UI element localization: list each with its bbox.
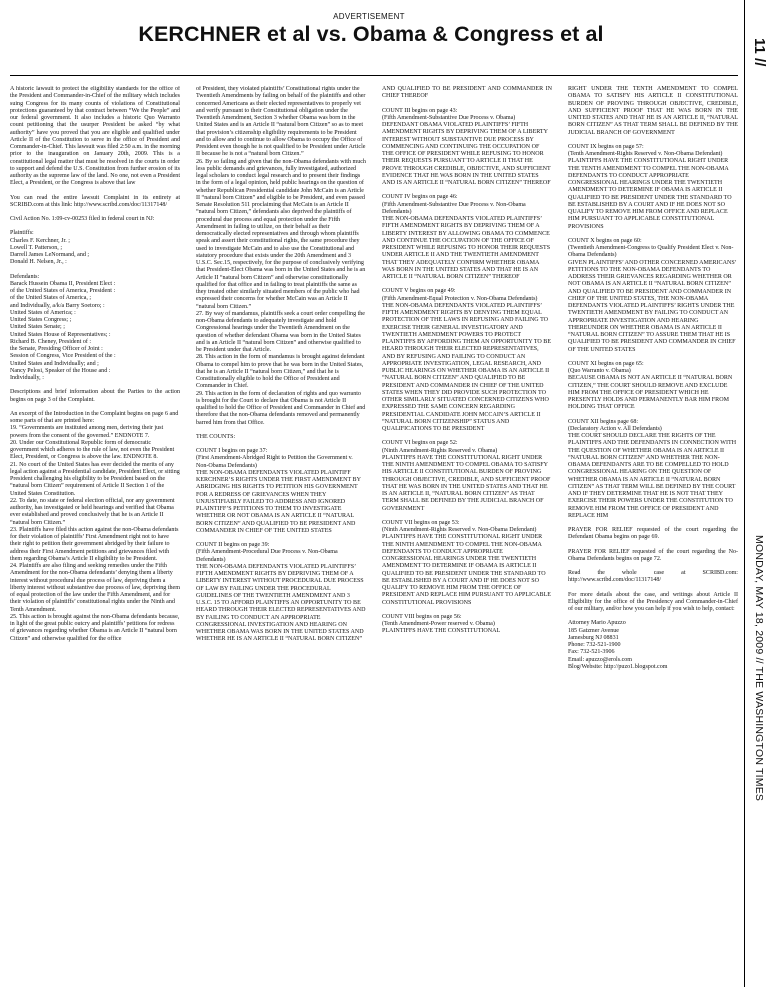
paragraph: COUNT XI begins on page 65: (Quo Warranto v. Obama) BECAUSE OBAMA IS NOT AN ARTICLE II “NATURAL BORN CITIZEN,” THE COURT SHOULD REMOVE AND EXCLUDE HIM FROM THE OFFICE OF PRESIDENT WHICH HE PRESENTLY HOLDS AND PERMANENTLY BAR HIM FROM HOLDING THAT OFFICE <box>568 360 733 411</box>
headline-rule <box>10 75 738 76</box>
dateline <box>751 535 767 975</box>
column-4 <box>568 86 738 984</box>
paragraph: COUNT VI begins on page 52: (Ninth Amendment-Rights Reserved v. Obama) PLAINTIFFS HAVE THE CONSTITUTIONAL RIGHT UNDER THE NINTH AMENDMENT TO COMPEL OBAMA TO SATISFY HIS ARTICLE II CONSTITUTIONAL BURDEN OF PROVING THROUGH OBJECTIVE, CREDIBLE, AND SUFFICIENT PROOF THAT HE WAS BORN IN THE UNITED STATES AND THAT HE IS AN ARTICLE II, “NATURAL BORN CITIZEN” AS THAT TERM SHALL BE DEFINED BY THE JUDICIAL BRANCH OF GOVERNMENT <box>382 440 551 512</box>
column-3 <box>382 86 552 984</box>
paragraph: PRAYER FOR RELIEF requested of the court regarding the Defendant Obama begins on page 69. <box>568 527 738 541</box>
dateline-text: MONDAY, MAY 18, 2009 // THE WASHINGTON TIMES <box>753 535 765 802</box>
side-rule <box>744 0 745 987</box>
paragraph: COUNT VII begins on page 53: (Ninth Amendment-Rights Reserved v. Non-Obama Defendant) PLAINTIFFS HAVE THE CONSTITUTIONAL RIGHT UNDER THE NINTH AMENDMENT TO COMPEL THE NON-OBAMA DEFENDANTS TO CONDUCT APPROPRIATE CONGRESSIONAL HEARINGS UNDER THE TWENTIETH AMENDMENT TO DETERMINE IF OBAMA IS ARTICLE II QUALIFIED TO BE PRESIDENT UNDER THE STANDARD TO BE ESTABLISHED BY A COURT AND IF HE DOES NOT SO QUALIFY TO REMOVE HIM FROM THE OFFICE OF PRESIDENT AND REPLACE HIM PURSUANT TO APPLICABLE CONSTITUTIONAL PROVISIONS <box>382 519 551 606</box>
column-1 <box>10 86 180 984</box>
paragraph: COUNT XII begins page 68: (Declaratory Action v. All Defendants) THE COURT SHOULD DECLARE THE RIGHTS OF THE PLAINTIFFS AND THE DEFENDANTS IN CONNECTION WITH THE QUESTION OF WHETHER OBAMA IS AN ARTICLE II “NATURAL BORN CITIZEN” AND WHETHER THE NON-OBAMA DEFENDANTS ARE TO BE COMPELLED TO HOLD CONGRESSIONAL HEARING ON THE QUESTION OF WHETHER OBAMA IS AN ARTICLE II “NATURAL BORN CITIZEN” AS THAT TERM WILL BE DEFINED BY THE COURT AND IF THEY DETERMINE THAT HE IS NOT THAT THEY EXERCISE THEIR POWERS UNDER THE CONSTITUTION TO REMOVE HIM FROM THE OFFICE OF PRESIDENT AND REPLACE HIM <box>568 418 737 519</box>
paragraph: Descriptions and brief information about the Parties to the action begins on page 3 of the Complaint. <box>10 389 180 403</box>
advertisement-label: ADVERTISEMENT <box>333 12 405 21</box>
paragraph: A historic lawsuit to protect the eligibility standards for the office of the President and Commander-in-Chief of the military which includes suing Congress for its many counts of violations of Constitutional protections guaranteed by that contract between “We the People” and our federal government. It also includes a historic Quo Warranto count petitioning that the usurper President be asked “by what authority” have you proved that you are eligible and qualified under Article II of the Constitution to serve in the office of President and Commander-in-Chief. This lawsuit was filed 2:50 a.m. in the morning prior to the inauguration on January 20th, 2009. This is a constitutional legal matter that must be resolved in the courts in order to support and defend the U.S. Constitution from further erosion of its authority as the supreme law of the land. No one, not even a President Elect, a President, or the Congress is above that law <box>10 86 180 187</box>
paragraph: COUNT III begins on page 43: (Fifth Amendment-Substantive Due Process v. Obama) DEFENDANT OBAMA VIOLATED PLAINTIFFS’ FIFTH AMENDMENT RIGHTS BY DEPRIVING THEM OF A LIBERTY INTEREST WITHOUT SUBSTANTIVE DUE PROCESS BY COMMENCING AND CONTINUING THE OCCUPATION OF THE OFFICE OF PRESIDENT WHILE REFUSING TO HONOR THEIR REQUESTS PURSUANT TO ARTICLE II THAT HE PROVE THROUGH CREDIBLE, OBJECTIVE, AND SUFFICIENT EVIDENCE THAT HE WAS BORN IN THE UNITED STATES AND IS AN ARTICLE II “NATURAL BORN CITIZEN” THEREOF <box>382 107 551 186</box>
paragraph: An excerpt of the Introduction in the Complaint begins on page 6 and some parts of that are printed here: 19. “Governments are instituted among men, deriving their just powers from the consent of the governed.” ENDNOTE 7. 20. Under our Constitutional Republic form of democratic government which adheres to the rule of law, not even the President Elect, President, or Congress is above the law. ENDNOTE 8. 21. No court of the United States has ever decided the merits of any legal action against a Presidential candidate, President Elect, or sitting President challenging his eligibility to be President based on the “natural born Citizen” requirement of Article II Section 1 of the United States Constitution. 22. To date, no state or federal election official, nor any government authority, has investigated or held hearings and verified that Obama ever established and proved conclusively that he is an Article II “natural born Citizen.” 23. Plaintiffs have filed this action against the non-Obama defendants for their violation of plaintiffs’ First Amendment right not to have their right to petition their government abridged by their failure to address their First Amendment petitions and grievances filed with them regarding Obama’s Article II eligibility to be President. 24. Plaintiffs are also filing and seeking remedies under the Fifth Amendment for the non-Obama defendants’ denying them a liberty interest without procedural due process of law, depriving them a liberty interest without substantive due process of law, depriving them of equal protection of the law under the Fifth Amendment, and for their violation of plaintiffs’ constitutional rights under the Ninth and Tenth Amendment. 25. This action is brought against the non-Obama defendants because, in light of the great public outcry and plaintiffs’ petitions for redress of grievances regarding whether Obama is an Article II “natural born Citizen” and otherwise qualified for the office <box>10 410 180 642</box>
paragraph: COUNT IV begins on page 46: (Fifth Amendment-Substantive Due Process v. Non-Obama Defendants) THE NON-OBAMA DEFENDANTS VIOLATED PLAINTIFFS’ FIFTH AMENDMENT RIGHTS BY DEPRIVING THEM OF A LIBERTY INTEREST BY ALLOWING OBAMA TO COMMENCE AND CONTINUE THE OCCUPATION OF THE OFFICE OF PRESIDENT WHILE REFUSING TO HONOR THEIR REQUESTS UNDER ARTICLE II AND THE TWENTIETH AMENDMENT THAT THEY ADEQUATELY CONFIRM WHETHER OBAMA WAS BORN IN THE UNITED STATES AND THAT HE IS AN ARTICLE II “NATURAL BORN CITIZEN” THEREOF <box>382 194 551 280</box>
paragraph: Attorney Mario Apuzzo 185 Gatzmer Avenue Jamesburg NJ 08831 Phone: 732-521-1900 Fax: 732-521-3906 Email: apuzzo@erols.com Blog/Website: http://puzo1.blogspot.com <box>568 620 668 670</box>
paragraph: of President, they violated plaintiffs’ Constitutional rights under the Twentieth Amendments by failing on behalf of the plaintiffs and other concerned Americans as their elected representatives to properly vet and verify pursuant to their Constitutional obligation under the Twentieth Amendment, Section 3 whether Obama was born in the United States and is an Article II “natural born Citizen” so as to meet that provision’s citizenship eligibility requirements to be President and to allow and to continue to allow Obama to occupy the Office of President even though he is not qualified to be President under Article II because he is not a “natural born Citizen.” 26. By so failing and given that the non-Obama defendants with much less public demands and grievances, fully investigated, authorized legal scholars to conduct legal research and to present their findings in the form of a legal opinion, held public hearings on the question of whether Republican Presidential candidate John McCain is an Article II “natural born Citizen” and eligible to be President, and even passed Senate Resolution 511 proclaiming that McCain is an Article II “natural born Citizen,” defendants also deprived the plaintiffs of procedural due process and equal protection under the Fifth Amendment in failing to utilize, on their behalf as their democratically elected representatives and through whom plaintiffs speak and assert their constitutional rights, the same procedure they used to investigate McCain and to also use the Constitutional and statutory procedure that exists under the 20th Amendment and 3 U.S.C. Sec.15, respectively, for the purpose of conclusively verifying that President-Elect Obama was born in the United States and he is an Article II “natural born Citizen” and otherwise constitutionally qualified for that office and in failing to treat plaintiffs the same as they treated other similarly situated members of the public who had expressed their concerns for whether McCain was an Article II “natural born Citizen.” 27. By way of mandamus, plaintiffs seek a court order compelling the non-Obama defendants to adequately investigate and hold Congressional hearings under the Twentieth Amendment on the question of whether defendant Obama was born in the United States and is an Article II “natural born Citizen” and otherwise qualified to be President under that Article. 28. This action in the form of mandamus is brought against defendant Obama to compel him to prove that he was born in the United States, that he is an Article II “natural born Citizen,” and that he is Constitutionally eligible to hold the Office of President and Commander in Chief. 29. This action in the form of declaration of rights and quo warranto is brought for the Court to declare that Obama is not Article II qualified to hold the Office of President and Commander in Chief and therefore that the non-Obama defendants removed and permanently barred him from that Office. <box>196 86 366 426</box>
page-number <box>752 38 768 78</box>
page-number-text: 11 // <box>751 38 768 67</box>
paragraph: RIGHT UNDER THE TENTH AMENDMENT TO COMPEL OBAMA TO SATISFY HIS ARTICLE II CONSTITUTIONAL BURDEN OF PROVING THROUGH OBJECTIVE, CREDIBLE, AND SUFFICIENT PROOF THAT HE WAS BORN IN THE UNITED STATES AND THAT HE IS AN ARTICLE II, “NATURAL BORN CITIZEN” AS THAT TERM SHALL BE DEFINED BY THE JUDICIAL BRANCH OF GOVERNMENT <box>568 86 738 136</box>
paragraph: PRAYER FOR RELIEF requested of the court regarding the No-Obama Defendants begins on page 72. <box>568 548 738 562</box>
paragraph: Plaintiffs: Charles F. Kerchner, Jr. ; Lowell T. Patterson, ; Darrell James LeNormand, and ; Donald H. Nelsen, Jr., : <box>10 230 90 266</box>
paragraph: Read the whole case at SCRIBD.com: http://www.scribd.com/doc/11317148/ <box>568 570 738 584</box>
paragraph: COUNT IX begins on page 57: (Tenth Amendment-Rights Reserved v. Non-Obama Defendant) PLAINTIFFS HAVE THE CONSTITUTIONAL RIGHT UNDER THE TENTH AMENDMENT TO COMPEL THE NON-OBAMA DEFENDANTS TO CONDUCT APPROPRIATE CONGRESSIONAL HEARINGS UNDER THE TWENTIETH AMENDMENT TO DETERMINE IF OBAMA IS ARTICLE II QUALIFIED TO BE PRESIDENT UNDER THE STANDARD TO BE ESTABLISHED BY A COURT AND IF HE DOES NOT SO QUALIFY TO REMOVE HIM FROM OFFICE AND REPLACE HIM PURSUANT TO APPLICABLE CONSTITUTIONAL PROVISIONS <box>568 143 732 230</box>
paragraph: COUNT I begins on page 37: (First Amendment-Abridged Right to Petition the Government v. Non-Obama Defendants) THE NON-OBAMA DEFENDANTS VIOLATED PLAINTIFF KERCHNER’S RIGHTS UNDER THE FIRST AMENDMENT BY ABRIDGING HIS RIGHTS TO PETITION HIS GOVERNMENT FOR A REDRESS OF GRIEVANCES WHEN THEY UNJUSTIFIABLY FAILED TO ADDRESS AND IGNORED PLAINTIFF’S PETITIONS TO THEM TO INVESTIGATE WHETHER OR NOT OBAMA IS AN ARTICLE II “NATURAL BORN CITIZEN” AND QUALIFIED TO BE PRESIDENT AND COMMANDER IN CHIEF OF THE UNITED STATES <box>196 448 361 534</box>
paragraph: For more details about the case, and writings about Article II Eligibility for the office of the Presidency and Commander-in-Chief of our military, and/or how you can help if you wish to help, contact: <box>568 591 738 612</box>
paragraph: AND QUALIFIED TO BE PRESIDENT AND COMMANDER IN CHIEF THEREOF <box>382 86 552 100</box>
headline: KERCHNER et al vs. Obama & Congress et al <box>138 22 604 46</box>
paragraph: COUNT II begins on page 39: (Fifth Amendment-Procedural Due Process v. Non-Obama Defendants) THE NON-OBAMA DEFENDANTS VIOLATED PLAINTIFFS’ FIFTH AMENDMENT RIGHTS BY DEPRIVING THEM OF A LIBERTY INTEREST WITHOUT PROCEDURAL DUE PROCESS OF LAW BY FAILING UNDER THE PROCEDURAL GUIDELINES OF THE TWENTIETH AMENDMENT AND 3 U.S.C. 15 TO AFFORD PLAINTIFFS AN OPPORTUNITY TO BE HEARD THROUGH THEIR ELECTED REPRESENTATIVES AND BY FAILING TO CONDUCT AN APPROPRIATE CONGRESSIONAL INVESTIGATION AND HEARING ON WHETHER OBAMA WAS BORN IN THE UNITED STATES AND WHETHER HE IS AN ARTICLE II “NATURAL BORN CITIZEN” <box>196 542 366 643</box>
paragraph: You can read the entire lawsuit Complaint in its entirety at SCRIBD.com at this link: http://www.scribd.com/doc/11317148/ <box>10 194 180 208</box>
paragraph: THE COUNTS: <box>196 433 236 440</box>
paragraph: COUNT VIII begins on page 56: (Tenth Amendment-Power reserved v. Obama) PLAINTIFFS HAVE THE CONSTITUTIONAL <box>382 613 501 635</box>
article-columns <box>10 86 738 984</box>
paragraph: Defendants: Barack Hussein Obama II, President Elect : of the United States of America, President : of the United States of America, ; and Individually, a/k/a Barry Soetoro; : United States of America; : United States Congress; ; United States Senate; ; United States House of Representatives; : Richard B. Cheney, President of : the Senate, Presiding Officer of Joint : Session of Congress, Vice President of the : United States and Individually; and ; Nancy Pelosi, Speaker of the House and : Individually, : <box>10 273 116 381</box>
paragraph: COUNT X begins on page 60: (Twentieth Amendment-Congress to Qualify President Elect v. Non-Obama Defendants) GIVEN PLAINTIFFS’ AND OTHER CONCERNED AMERICANS’ PETITIONS TO THE NON-OBAMA DEFENDANTS TO ADDRESS THEIR GRIEVANCES REGARDING WHETHER OR NOT OBAMA IS AN ARTICLE II “NATURAL BORN CITIZEN” AND QUALIFIED TO BE PRESIDENT AND COMMANDER IN CHIEF OF THE UNITED STATES, THE NON-OBAMA DEFENDANTS VIOLATED PLAINTIFFS’ RIGHTS UNDER THE TWENTIETH AMENDMENT BY FAILING TO CONDUCT AN APPROPRIATE INVESTIGATION AND HEARING THEREUNDER ON WHETHER OBAMA IS AN ARTICLE II “NATURAL BORN CITIZEN” TO ASSURE THEM THAT HE IS QUALIFIED TO BE PRESIDENT AND COMMANDER IN CHIEF OF THE UNITED STATES <box>568 237 737 353</box>
paragraph: Civil Action No. 1:09-cv-00253 filed in federal court in NJ: <box>10 216 155 222</box>
paragraph: COUNT V begins on page 49: (Fifth Amendment-Equal Protection v. Non-Obama Defendants) THE NON-OBAMA DEFENDANTS VIOLATED PLAINTIFFS’ FIFTH AMENDMENT RIGHTS BY DENYING THEM EQUAL PROTECTION OF THE LAWS IN REFUSING AND FAILING TO EXERCISE THEIR GENERAL INVESTIGATORY AND TWENTIETH AMENDMENT POWERS TO PROTECT PLAINTIFFS BY AFFORDING THEM AN OPPORTUNITY TO BE HEARD THROUGH THEIR ELECTED REPRESENTATIVES, AND BY REFUSING AND FAILING TO CONDUCT AN APPROPRIATE INVESTIGATION, LEGAL RESEARCH, AND PUBLIC HEARINGS ON WHETHER OBAMA IS AN ARTICLE II “NATURAL BORN CITIZEN” AND QUALIFIED TO BE PRESIDENT AND COMMANDER IN CHIEF OF THE UNITED STATES WHEN THEY DID PROVIDE SUCH PROTECTION TO OTHER SIMILARLY SITUATED CONCERNED CITIZENS WHO EXPRESSED THE SAME CONCERN REGARDING PRESIDENTIAL CANDIDATE JOHN MCCAIN’S ARTICLE II “NATURAL BORN CITIZENSHIP” STATUS AND QUALIFICATIONS TO BE PRESIDENT <box>382 288 552 432</box>
column-2 <box>196 86 366 984</box>
